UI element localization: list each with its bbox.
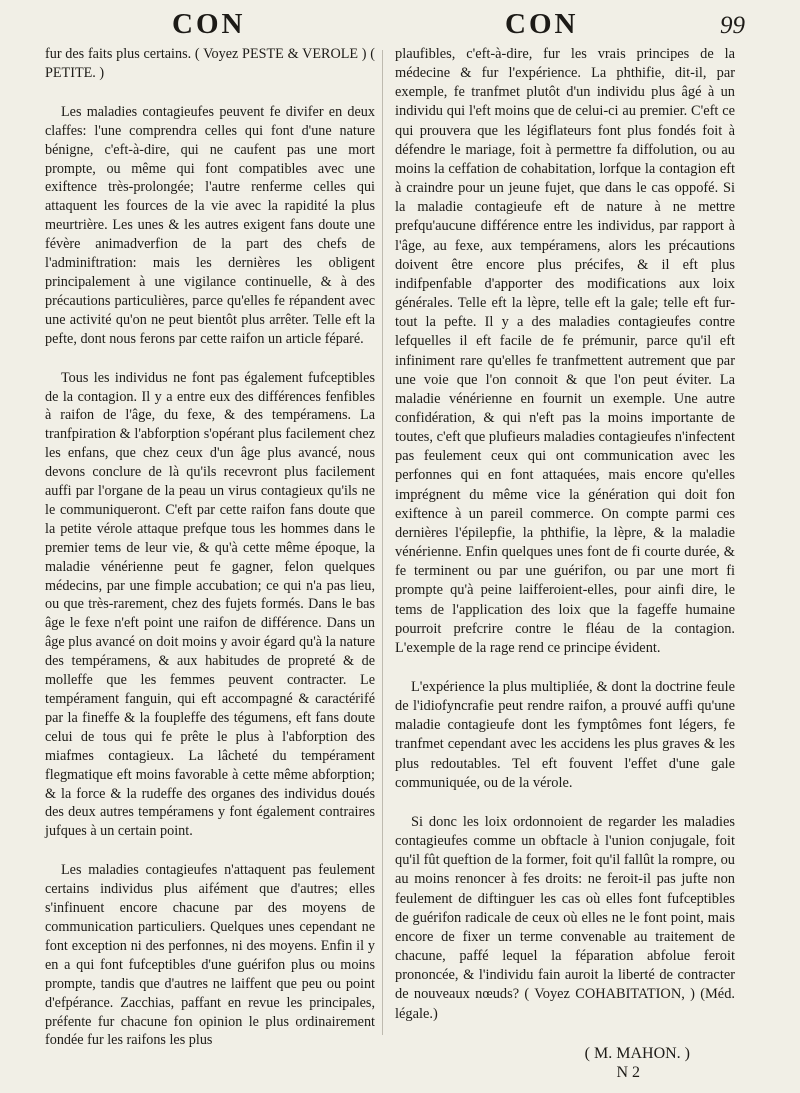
column-divider bbox=[382, 50, 383, 1035]
author-signature: ( M. MAHON. ) bbox=[584, 1044, 690, 1062]
running-head-left: CON bbox=[172, 8, 246, 40]
paragraph: Si donc les loix ordonnoient de regarder les maladies contagieufes comme un obftacle à l'union conjugale, foit qu'il fût queftion de la former, foit qu'il fallût la rompre, ou au moins renoncer à fes droits: ne feroit-il pas jufte non feulement de diftinguer les cas où elles font fufceptibles de guérifon radicale de ceux où elles ne le font point, mais encore de fixer un terme convenable au traitement de chacune, paffé lequel la féparation abfolue feroit prononcée, & l'individu fain auroit la liberté de contracter de nouveaux nœuds? ( Voyez COHABITATION, ) (Méd. légale.) bbox=[395, 813, 735, 1022]
paragraph: plaufibles, c'eft-à-dire, fur les vrais principes de la médecine & fur l'expérience. La phthifie, dit-il, par exemple, fe tranfmet plutôt d'un individu plus âgé à un individu qui l'eft moins que de celui-ci au premier. C'eft ce qui prouvera que les légiflateurs font plus fondés foit à défendre le mariage, foit à permettre fa diffolution, ou au moins la ceffation de cohabitation, lorfque la contagion eft à craindre pour un jeune fujet, que dans le cas oppofé. Si la maladie contagieufe eft de nature à ne mettre prefqu'aucune différence entre les individus, par rapport à l'âge, au fexe, aux tempéramens, alors les précautions doivent être encore plus précifes, & il eft plus indifpenfable d'apporter des modifications aux loix générales. Telle eft la lèpre, telle eft la gale; telle eft fur-tout la pefte. Il y a des maladies contagieufes contre lefquelles il eft facile de fe prémunir, parce qu'il eft infiniment rare qu'elles fe tranfmettent autrement que par une voie que l'on connoit & que l'on peut éviter. La maladie vénérienne en fournit un exemple. Une autre confidération, & qui n'eft pas la moins importante de toutes, c'eft que plufieurs maladies contagieufes n'infectent pas feulement ceux qui ont communication avec les perfonnes qui en font attaquées, mais encore qu'elles imprégnent du même vice la génération qui doit fon exiftence à un pareil commerce. On compte parmi ces dernières l'épilepfie, la phthifie, la lèpre, & la maladie vénérienne. Enfin quelques unes font de fi courte durée, & fe terminent ou par une guérifon, ou par une mort fi prompte qu'à peine laifferoient-elles, pour ainfi dire, le tems de l'application des loix que la fageffe humaine pourroit prefcrire contre le fléau de la contagion. L'exemple de la rage rend ce principe évident. bbox=[395, 46, 735, 656]
running-head-right: CON bbox=[505, 8, 579, 40]
paragraph: Tous les individus ne font pas également fufceptibles de la contagion. Il y a entre eux des différences fenfibles à raifon de l'âge, du fexe, & des tempéramens. La tranfpiration & l'abforption s'opérant plus facilement chez les enfans, que chez ceux d'un âge plus avancé, nous devons conclure de là qu'ils recevront plus facilement auffi par l'organe de la peau un virus contagieux qu'ils ne le communiqueront. C'eft par cette raifon fans doute que la petite vérole attaque prefque tous les hommes dans le premier tems de leur vie, & qu'à cette même époque, la maladie vénérienne peut fe gagner, felon quelques médecins, par une fimple accubation; ce qui n'a pas lieu, ou que très-rarement, chez des fujets formés. Dans le bas âge le fexe n'eft point une raifon de différence. Dans un âge plus avancé on doit moins y avoir égard qu'à la nature des tempéramens, & aux habitudes de propreté & de molleffe que les femmes peuvent contracter. Le tempérament fanguin, qui eft accompagné & caractérifé par la fineffe & la foupleffe des tégumens, eft fans doute celui de tous qui fe prête le plus à l'abforption des miafmes contagieux. La lâcheté du tempérament flegmatique eft moins favorable à cette même abforption; & la force & la rudeffe des organes des individus doués des deux autres tempéramens y font également contraires jufques à un certain point. bbox=[45, 369, 375, 840]
signature-mark: N 2 bbox=[616, 1063, 640, 1081]
paragraph: Les maladies contagieufes n'attaquent pas feulement certains individus plus aifément que d'autres; elles s'infinuent encore chacune par des moyens de communication particuliers. Quelques unes cependant ne font exception ni des perfonnes, ni des moyens. Enfin il y en a qui font fufceptibles d'une guérifon plus ou moins prompte, tandis que d'autres ne laiffent que peu ou point d'efpérance. Zacchias, paffant en revue les principales, préfente fur chacune fon opinion le plus ordinairement fondée fur les raifons les plus bbox=[45, 862, 375, 1049]
right-column bbox=[395, 45, 735, 1082]
paragraph: Les maladies contagieufes peuvent fe divifer en deux claffes: l'une comprendra celles qui font d'une nature bénigne, c'eft-à-dire, qui ne caufent pas une mort prompte, ou même qui font compatibles avec une exiftence très-prolongée; l'autre renferme celles qui attaquent les fources de la vie avec la rapidité la plus meurtrière. Les unes & les autres exigent fans doute une févère animadverfion de la part des chefs de l'adminiftration: mais les dernières les obligent principalement à une vigilance continuelle, & à des précautions particulières, parce qu'elles fe répandent avec une activité qu'on ne peut bientôt plus arrêter. Telle eft la pefte, dont nous ferons par cette raifon un article féparé. bbox=[45, 103, 375, 347]
left-column bbox=[45, 45, 375, 1070]
page-number: 99 bbox=[720, 12, 745, 39]
paragraph: L'expérience la plus multipliée, & dont la doctrine feule de l'idiofyncrafie peut rendre raifon, a prouvé auffi qu'une maladie contagieufe dont les fymptômes font légers, fe tranfmet cependant avec les accidens les plus graves & les plus redoutables. Tel eft fouvent l'effet d'une gale communiquée, ou de la vérole. bbox=[395, 679, 735, 791]
paragraph: fur des faits plus certains. ( Voyez PESTE & VEROLE ) ( PETITE. ) bbox=[45, 46, 375, 81]
